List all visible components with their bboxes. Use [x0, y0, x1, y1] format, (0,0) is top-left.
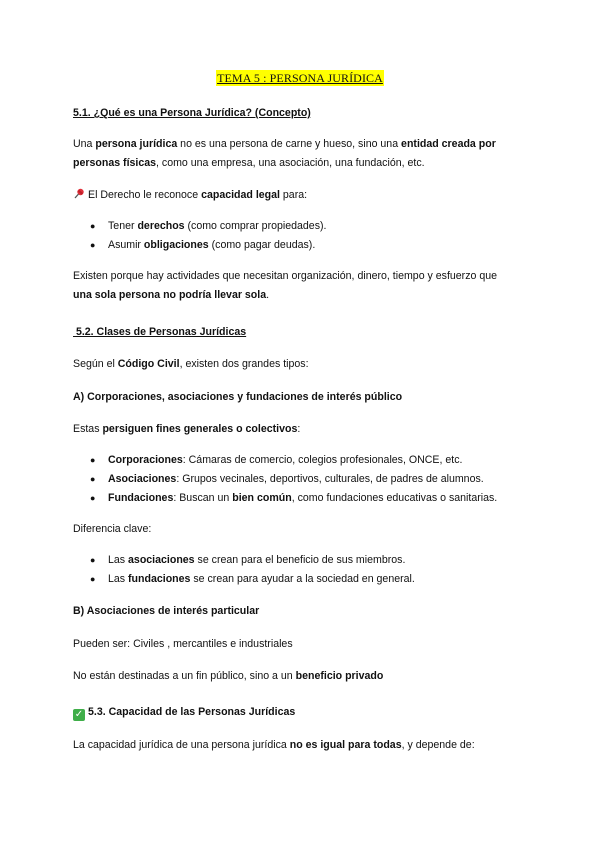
check-mark-icon: ✓ — [74, 709, 84, 720]
page-title: TEMA 5 : PERSONA JURÍDICA — [217, 71, 383, 85]
paragraph-concept-line1: Una persona jurídica no es una persona de carne y hueso, sino una entidad creada por — [73, 138, 496, 150]
paragraph-civil-code: Según el Código Civil, existen dos grandes tipos: — [73, 358, 309, 370]
paragraph-a-intro: Estas persiguen fines generales o colectivos: — [73, 423, 301, 435]
subheading-b: B) Asociaciones de interés particular — [73, 605, 260, 617]
list-item-diff-asociaciones: Las asociaciones se crean para el beneficio de sus miembros. — [108, 554, 406, 566]
paragraph-diff-label: Diferencia clave: — [73, 523, 152, 535]
list-item-obligations: Asumir obligaciones (como pagar deudas). — [108, 239, 316, 251]
list-item-corporaciones: Corporaciones: Cámaras de comercio, colegios profesionales, ONCE, etc. — [108, 454, 463, 466]
bullet-marker: ● — [90, 574, 96, 584]
paragraph-existence-line2: una sola persona no podría llevar sola. — [73, 289, 270, 301]
list-item-asociaciones: Asociaciones: Grupos vecinales, deportivos, culturales, de padres de alumnos. — [108, 473, 484, 485]
paragraph-b-private: No están destinadas a un fin público, sino a un beneficio privado — [73, 670, 384, 682]
section-heading-5-1: 5.1. ¿Qué es una Persona Jurídica? (Concepto) — [73, 107, 311, 119]
paragraph-capacity-intro: La capacidad jurídica de una persona jurídica no es igual para todas, y depende de: — [73, 739, 475, 751]
subheading-a: A) Corporaciones, asociaciones y fundaciones de interés público — [73, 391, 403, 403]
bullet-marker: ● — [90, 221, 96, 231]
list-item-diff-fundaciones: Las fundaciones se crean para ayudar a la sociedad en general. — [108, 573, 415, 585]
list-item-rights: Tener derechos (como comprar propiedades). — [108, 220, 327, 232]
paragraph-existence-line1: Existen porque hay actividades que necesitan organización, dinero, tiempo y esfuerzo que — [73, 270, 498, 282]
paragraph-capacity: El Derecho le reconoce capacidad legal para: — [73, 187, 533, 203]
title-block — [0, 71, 600, 86]
bullet-marker: ● — [90, 455, 96, 465]
bullet-marker: ● — [90, 240, 96, 250]
section-heading-5-2: 5.2. Clases de Personas Jurídicas — [73, 326, 247, 338]
paragraph-b-types: Pueden ser: Civiles , mercantiles e industriales — [73, 638, 293, 650]
bullet-marker: ● — [90, 493, 96, 503]
paragraph-concept-line2: personas físicas, como una empresa, una asociación, una fundación, etc. — [73, 157, 425, 169]
list-item-fundaciones: Fundaciones: Buscan un bien común, como fundaciones educativas o sanitarias. — [108, 492, 498, 504]
bullet-marker: ● — [90, 474, 96, 484]
pushpin-icon — [73, 188, 85, 200]
bullet-marker: ● — [90, 555, 96, 565]
section-heading-5-3: ✓ 5.3. Capacidad de las Personas Jurídicas — [74, 706, 296, 720]
